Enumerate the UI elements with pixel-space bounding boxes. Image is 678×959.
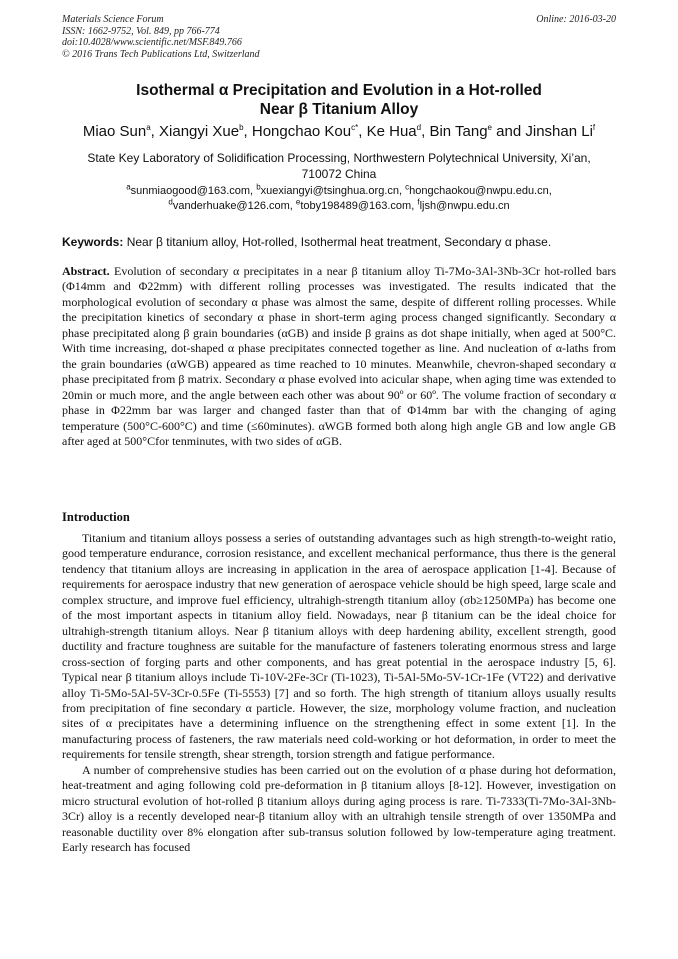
author: Hongchao Kou$^{c*}$, — [251, 123, 367, 140]
paper-title — [40, 81, 638, 119]
section-heading: Introduction — [62, 510, 130, 524]
email-link[interactable]: vanderhuake@126.com, — [172, 200, 296, 212]
paragraph: A number of comprehensive studies has been carried out on the evolution of α phase during hot deformation, heat-treatment and aging following cold pre-deformation in β titanium alloys [8-12]. However, investigation on micro structural evolution of hot-rolled β titanium alloys during aging process is rare. Ti-7333(Ti-7Mo-3Al-3Nb-3Cr) alloy is a recently developed near-β titanium alloy with an ultrahigh tensile strength of over 1350MPa and reasonable ductility over 8% elongation after sub-transus solution followed by low-temperature aging treatment. Early research has focused — [62, 762, 616, 855]
introduction-body — [62, 531, 616, 856]
author-list — [40, 123, 638, 141]
keywords-label: Keywords: — [62, 235, 124, 249]
author: Miao Sun$^a$, — [82, 123, 160, 140]
journal-header — [62, 14, 616, 60]
email-link[interactable]: toby198489@163.com, — [300, 200, 418, 212]
doi-line[interactable]: doi:10.4028/www.scientific.net/MSF.849.766 — [62, 37, 242, 49]
author: Xiangyi Xue$^b$, — [159, 123, 252, 140]
paragraph: Titanium and titanium alloys possess a series of outstanding advantages such as high strength-to-weight ratio, good temperature endurance, corrosion resistance, and excellent mechanical performance, thus there is the general tendency that titanium alloys are increasing in application in the area of aerospace application [1-4]. Because of requirements for aerospace industry that new generation of aerospace vehicle should be high speed, large scale and complex structure, and improve fuel efficiency, ultrahigh-strength titanium alloy (σb≥1250MPa) has become one of the most important aspects in titanium alloy field. Nowadays, near β titanium can be the ideal choice for ultrahigh-strength titanium alloys. Near β titanium alloys with deep hardening ability, excellent strength, good ductility and fracture toughness are suitable for the manufacture of fasteners tolerating enormous stress and large cross-section of forging parts and other components, and has great potential in the aerospace industry [5, 6]. Typical near β titanium alloys include Ti-10V-2Fe-3Cr (Ti-1023), Ti-5Al-5Mo-5V-1Cr-1Fe (VT22) and derivative alloy Ti-5Mo-5Al-5V-3Cr-0.5Fe (Ti-5553) [7] and so forth. The high strength of titanium alloys usually results from precipitation of fine secondary α particle. However, the size, morphology volume fraction, and nucleation sites of α precipitates have a determining influence on the strengthening effect in some extent [1]. In the manufacturing process of fasteners, the raw materials need cold-working or hot deformation, in order to meet the requirements for tensile strength, shear strength, torsion strength and fatigue performance. — [62, 531, 616, 762]
email-link[interactable]: sunmiaogood@163.com, — [130, 185, 257, 197]
journal-name: Materials Science Forum — [62, 14, 164, 25]
email-link[interactable]: ljsh@nwpu.edu.cn — [419, 200, 510, 212]
keywords — [62, 235, 622, 250]
author: Jinshan Li$^f$ — [525, 123, 596, 140]
author: Ke Hua$^d$, — [366, 123, 430, 140]
abstract-text: Evolution of secondary α precipitates in a near β titanium alloy Ti-7Mo-3Al-3Nb-3Cr hot-rolled bars (Φ14mm and Φ22mm) with different rolling processes was investigated. The results indicated that the morphological evolution of secondary α phase was almost the same, despite of different rolling processes. While the precipitation kinetics of secondary α phase in short-term aging process changed significantly. Secondary α phase precipitated along β grain boundaries (αGB) and inside β grains as dot shape initially, when aged at 500°C. With time increasing, dot-shaped α phase precipitates connected together as line. And nucleation of α-laths from the grain boundaries (αWGB) appeared as time reached to 10 minutes. Meanwhile, chevron-shaped secondary α phase precipitated from β matrix. Secondary α phase evolved into acicular shape, when aging time was extended to 20min or much more, and the angle between each other was about 90º or 60º. The volume fraction of secondary α phase in Φ22mm bar was larger and changed faster than that of Φ14mm bar with the changing of aging temperature (500°C-600°C) and time (≤60minutes). αWGB formed both along high angle GB and low angle GB after aged at 500°Cfor tenminutes, with two sides of αGB. — [62, 264, 616, 448]
author: Bin Tang$^e$ and — [429, 123, 526, 140]
issn-line: ISSN: 1662-9752, Vol. 849, pp 766-774 — [62, 25, 220, 37]
author-emails: $^a$sunmiaogood@163.com, $^b$xuexiangyi@tsinghua.org.cn, $^c$hongchaokou@nwpu.edu.cn, $^d$vanderhuake@126.com, $^e$toby198489@163.com, $^f$ljsh@nwpu.edu.cn — [126, 182, 552, 212]
email-link[interactable]: hongchaokou@nwpu.edu.cn, — [409, 185, 552, 197]
copyright-line: © 2016 Trans Tech Publications Ltd, Switzerland — [62, 48, 260, 60]
online-date: Online: 2016-03-20 — [536, 14, 616, 25]
title-line-1: Isothermal α Precipitation and Evolution in a Hot-rolled — [136, 82, 542, 99]
abstract-label: Abstract. — [62, 264, 110, 278]
abstract — [62, 264, 616, 449]
affiliation: State Key Laboratory of Solidification Processing, Northwestern Polytechnical University, Xi’an, 710072 China — [87, 151, 591, 181]
title-line-2: Near β Titanium Alloy — [259, 101, 419, 118]
keywords-text: Near β titanium alloy, Hot-rolled, Isothermal heat treatment, Secondary α phase. — [123, 235, 552, 249]
email-link[interactable]: xuexiangyi@tsinghua.org.cn, — [260, 185, 406, 197]
